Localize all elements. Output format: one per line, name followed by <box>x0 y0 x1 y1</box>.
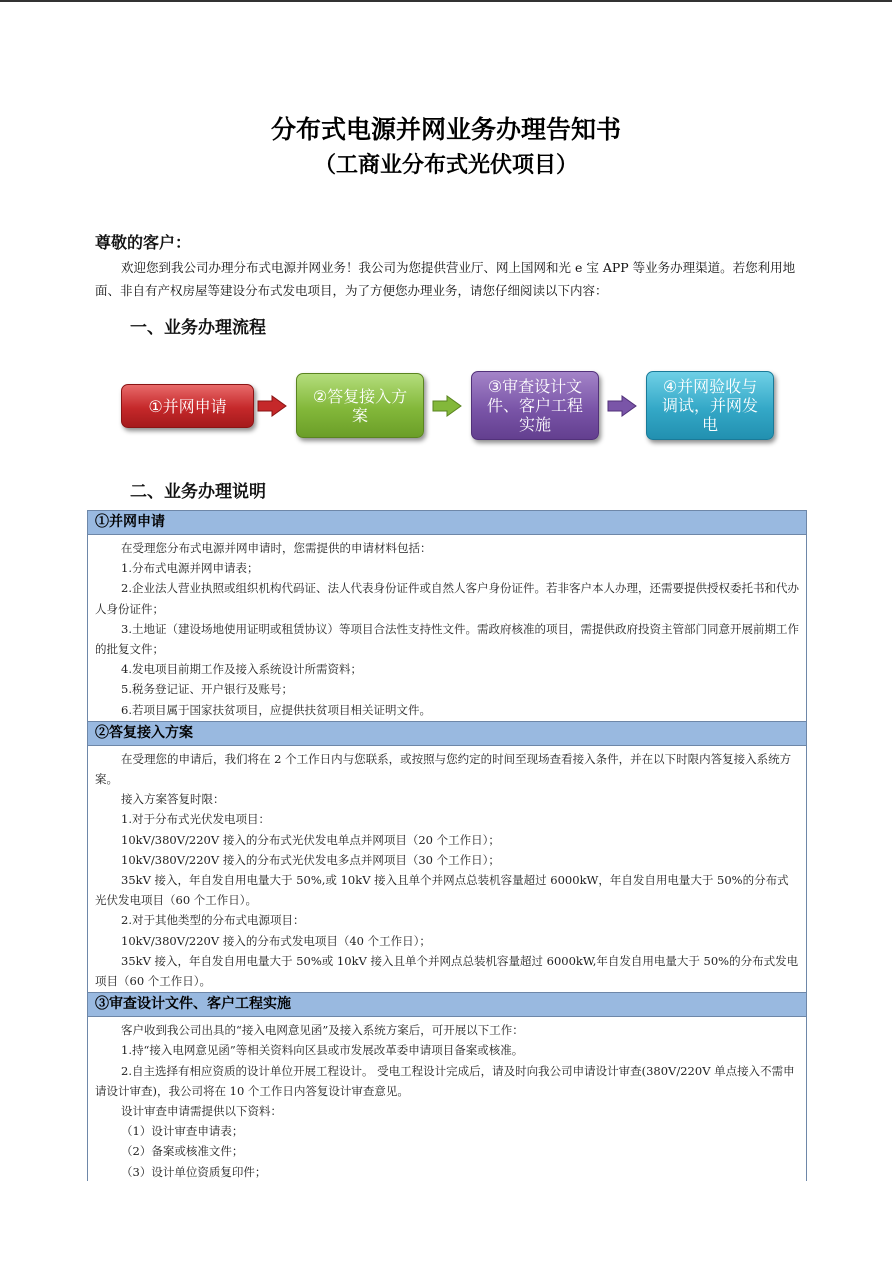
detail-line: 在受理您分布式电源并网申请时，您需提供的申请材料包括： <box>121 541 432 555</box>
flow-step-3-label: ③审查设计文件、客户工程实施 <box>486 377 583 434</box>
detail-line: 1.分布式电源并网申请表； <box>121 561 259 576</box>
detail-line: （1）设计审查申请表； <box>121 1124 244 1139</box>
detail-body-application <box>88 535 806 721</box>
detail-header-application: ①并网申请 <box>88 511 806 535</box>
detail-line: 10kV/380V/220V 接入的分布式发电项目（40 个工作日）； <box>121 933 431 948</box>
detail-line: 2.企业法人营业执照或组织机构代码证、法人代表身份证件或自然人客户身份证件。若非客户本人办理，还需要提供授权委托书和代办人身份证件； <box>95 581 799 616</box>
detail-line: 2.对于其他类型的分布式电源项目： <box>121 913 305 928</box>
detail-line: 在受理您的申请后，我们将在 2 个工作日内与您联系，或按照与您约定的时间至现场查看接入条件，并在以下时限内答复接入系统方案。 <box>95 751 792 787</box>
page-top-border <box>0 0 892 2</box>
document-subtitle: （工商业分布式光伏项目） <box>313 152 578 178</box>
detail-line: 5.税务登记证、开户银行及账号； <box>121 682 293 697</box>
detail-line: 2.自主选择有相应资质的设计单位开展工程设计。 受电工程设计完成后，请及时向我公司申请设计审查(380V/220V 单点接入不需申请设计审查)，我公司将在 10 个工作日内答复设计审查意见。 <box>95 1063 795 1098</box>
flow-step-4 <box>646 371 774 440</box>
details-table <box>87 510 807 1181</box>
detail-line: 35kV 接入，年自发自用电量大于 50%或 10kV 接入且单个并网点总装机容量超过 6000kW,年自发自用电量大于 50%的分布式发电项目（60 个工作日）。 <box>95 953 799 989</box>
detail-line: （3）设计单位资质复印件； <box>121 1164 267 1179</box>
detail-body-access-plan <box>88 746 806 992</box>
detail-line: （2）备案或核准文件； <box>121 1144 244 1159</box>
greeting: 尊敬的客户： <box>95 233 192 252</box>
detail-header-access-plan: ②答复接入方案 <box>88 721 806 746</box>
arrow-right-icon <box>257 395 287 417</box>
flow-step-2 <box>296 373 424 438</box>
detail-line: 3.土地证（建设场地使用证明或租赁协议）等项目合法性支持性文件。需政府核准的项目，需提供政府投资主管部门同意开展前期工作的批复文件； <box>95 621 799 657</box>
detail-line: 4.发电项目前期工作及接入系统设计所需资料； <box>121 662 362 677</box>
arrow-right-icon <box>607 395 637 417</box>
detail-line: 1.对于分布式光伏发电项目： <box>121 812 270 827</box>
detail-line: 1.持“接入电网意见函”等相关资料向区县或市发展改革委申请项目备案或核准。 <box>121 1043 524 1058</box>
flow-step-4-label: ④并网验收与调试，并网发电 <box>661 377 758 434</box>
intro-paragraph: 欢迎您到我公司办理分布式电源并网业务！我公司为您提供营业厅、网上国网和光 e 宝 APP 等业务办理渠道。若您利用地面、非自有产权房屋等建设分布式发电项目，为了方便您办理业务，请您仔细阅读以下内容： <box>95 260 796 298</box>
detail-line: 6.若项目属于国家扶贫项目，应提供扶贫项目相关证明文件。 <box>121 702 431 717</box>
document-title: 分布式电源并网业务办理告知书 <box>270 115 621 144</box>
detail-line: 10kV/380V/220V 接入的分布式光伏发电多点并网项目（30 个工作日）； <box>121 852 500 867</box>
detail-header-design-review: ③审查设计文件、客户工程实施 <box>88 992 806 1017</box>
section-heading-details: 二、业务办理说明 <box>130 482 266 502</box>
detail-line: 设计审查申请需提供以下资料： <box>121 1104 282 1119</box>
flow-step-2-label: ②答复接入方案 <box>312 386 408 425</box>
detail-line: 10kV/380V/220V 接入的分布式光伏发电单点并网项目（20 个工作日）； <box>121 832 500 847</box>
flow-step-1: ①并网申请 <box>121 384 254 428</box>
detail-line: 35kV 接入，年自发自用电量大于 50%,或 10kV 接入且单个并网点总装机容量超过 6000kW，年自发自用电量大于 50%的分布式光伏发电项目（60 个工作日）。 <box>95 873 789 908</box>
flow-step-3 <box>471 371 599 440</box>
detail-body-design-review <box>88 1017 806 1181</box>
section-heading-process: 一、业务办理流程 <box>130 318 266 338</box>
arrow-right-icon <box>432 395 462 417</box>
detail-line: 客户收到我公司出具的“接入电网意见函”及接入系统方案后，可开展以下工作： <box>121 1023 524 1038</box>
detail-line: 接入方案答复时限： <box>121 792 225 807</box>
